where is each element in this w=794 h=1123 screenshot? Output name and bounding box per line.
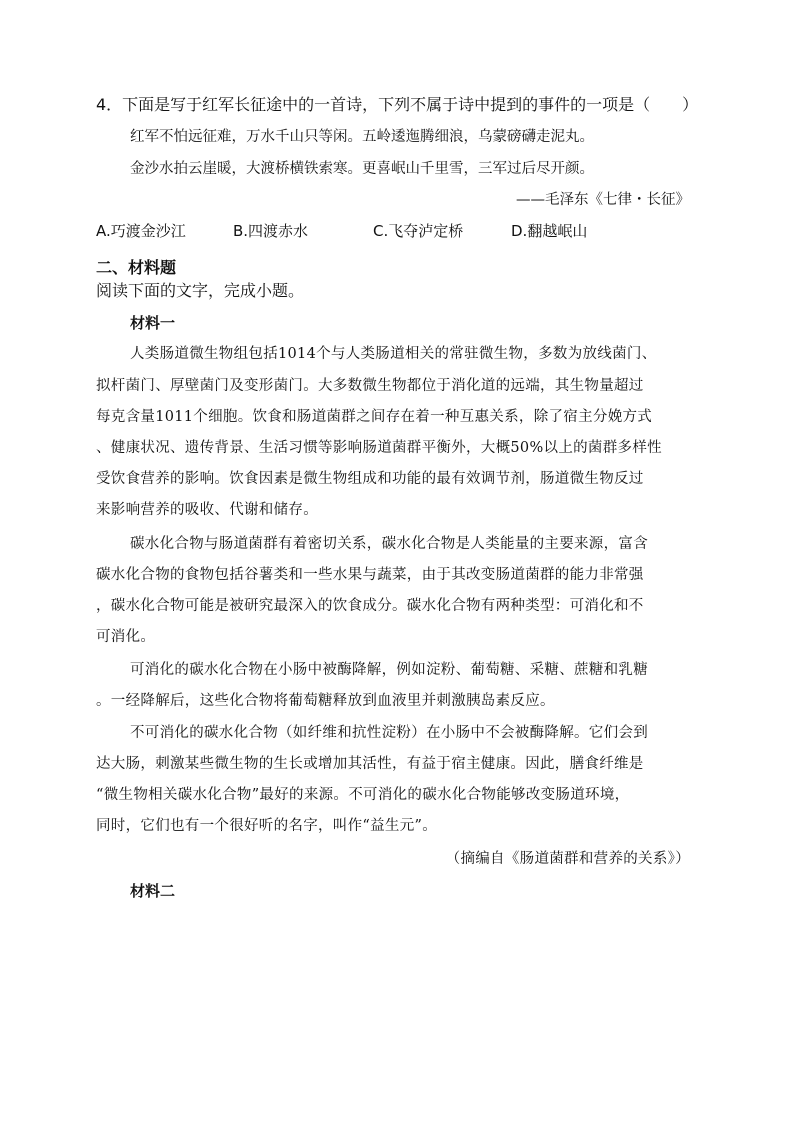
- material1-line: 受饮食营养的影响。饮食因素是微生物组成和功能的最有效调节剂，肠道微生物反过: [96, 471, 644, 487]
- material1-line: 每克含量1011个细胞。饮食和肠道菌群之间存在着一种互惠关系，除了宿主分娩方式: [96, 409, 653, 425]
- question-stem: 4．下面是写于红军长征途中的一首诗，下列不属于诗中提到的事件的一项是（ ）: [96, 95, 699, 114]
- material1-line: 来影响营养的吸收、代谢和储存。: [96, 502, 318, 518]
- material1-line: ，碳水化合物可能是被研究最深入的饮食成分。碳水化合物有两种类型：可消化和不: [96, 598, 644, 614]
- material1-line: “微生物相关碳水化合物”最好的来源。不可消化的碳水化合物能够改变肠道环境，: [96, 787, 630, 803]
- material1-line: 碳水化合物与肠道菌群有着密切关系，碳水化合物是人类能量的主要来源，富含: [130, 536, 648, 552]
- option-b: B.四渡赤水: [233, 222, 309, 240]
- material1-heading: 材料一: [130, 314, 176, 332]
- material1-line: 可消化。: [96, 629, 156, 645]
- section-instruction: 阅读下面的文字，完成小题。: [96, 281, 305, 300]
- material1-line: 同时，它们也有一个很好听的名字，叫作“益生元”。: [96, 818, 438, 834]
- material1-line: 。一经降解后，这些化合物将葡萄糖释放到血液里并刺激胰岛素反应。: [96, 693, 555, 709]
- option-d: D.翻越岷山: [511, 222, 588, 240]
- material1-line: 拟杆菌门、厚壁菌门及变形菌门。大多数微生物都位于消化道的远端，其生物量超过: [96, 378, 644, 394]
- material1-line: 碳水化合物的食物包括谷薯类和一些水果与蔬菜，由于其改变肠道菌群的能力非常强: [96, 567, 644, 583]
- poem-attribution: ——毛泽东《七律・长征》: [516, 192, 690, 208]
- material1-source: （摘编自《肠道菌群和营养的关系》）: [445, 851, 690, 867]
- material1-line: 可消化的碳水化合物在小肠中被酶降解，例如淀粉、葡萄糖、采糖、蔗糖和乳糖: [130, 662, 648, 678]
- poem-line-1: 红军不怕远征难，万水千山只等闲。五岭逶迤腾细浪，乌蒙磅礴走泥丸。: [130, 129, 594, 145]
- poem-line-2: 金沙水拍云崖暖，大渡桥横铁索寒。更喜岷山千里雪，三军过后尽开颜。: [130, 161, 594, 177]
- section-title: 二、材料题: [96, 258, 177, 277]
- material1-line: 、健康状况、遗传背景、生活习惯等影响肠道菌群平衡外，大概50%以上的菌群多样性: [96, 440, 662, 456]
- option-c: C.飞夺泸定桥: [373, 222, 464, 240]
- material2-heading: 材料二: [130, 882, 176, 900]
- material1-line: 人类肠道微生物组包括1014个与人类肠道相关的常驻微生物，多数为放线菌门、: [130, 346, 657, 362]
- material1-line: 达大肠，刺激某些微生物的生长或增加其活性，有益于宿主健康。因此，膳食纤维是: [96, 756, 644, 772]
- material1-line: 不可消化的碳水化合物（如纤维和抗性淀粉）在小肠中不会被酶降解。它们会到: [130, 725, 648, 741]
- option-a: A.巧渡金沙江: [96, 222, 186, 240]
